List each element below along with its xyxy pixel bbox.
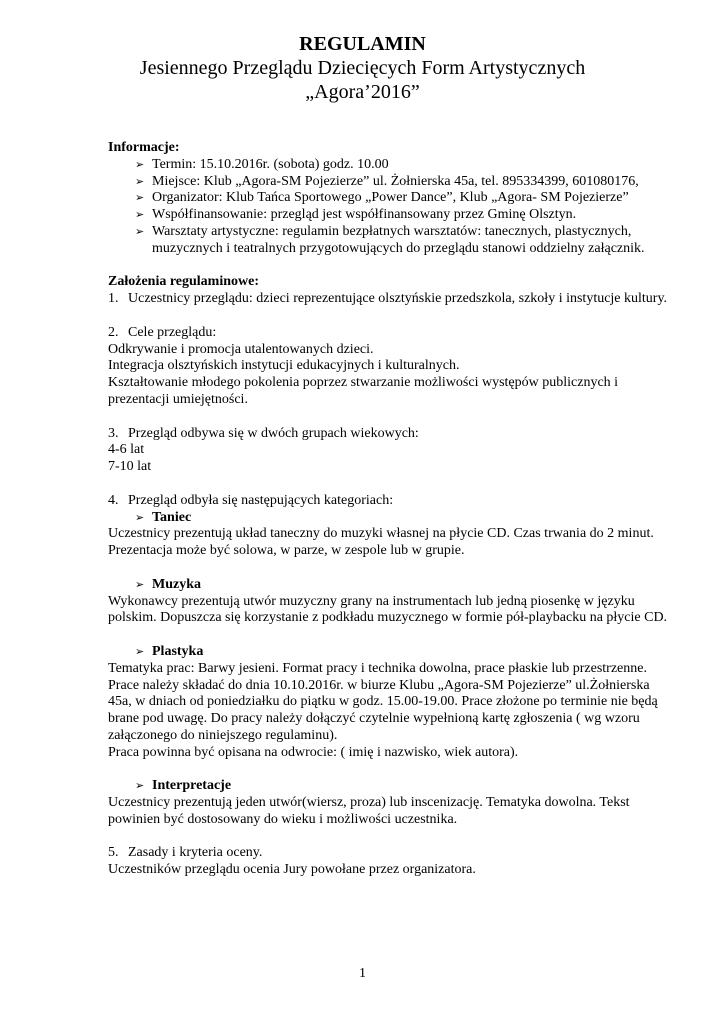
list-item-text: Warsztaty artystyczne: regulamin bezpłatnych warsztatów: tanecznych, plastycznych, muzycznych i teatralnych przygotowujących do przeglądu stanowi oddzielny załącznik. [152,223,645,256]
spacer [108,560,668,577]
goal-line: Kształtowanie młodego pokolenia poprzez stwarzanie możliwości występów publicznych i prezentacji umiejętności. [108,375,619,407]
point-1 [108,291,668,308]
point-text: Cele przeglądu: [128,324,217,340]
point-text: Zasady i kryteria oceny. [128,845,263,861]
zalozenia-heading: Założenia regulaminowe: [108,274,260,290]
document-header [0,32,725,104]
point-text: Uczestnicy przeglądu: dzieci reprezentujące olsztyńskie przedszkola, szkoły i instytucje kultury. [128,291,668,307]
category-muzyka-text: Wykonawcy prezentują utwór muzyczny grany na instrumentach lub jedną piosenkę w języku polskim. Dopuszcza się korzystanie z podkładu muzycznego w formie pół-playbacku na płycie CD. [108,593,668,626]
document-subtitle-line2: „Agora’2016” [305,81,420,103]
goal-line: Odkrywanie i promocja utalentowanych dzieci. [108,341,374,357]
category-plastyka-text: Tematyka prac: Barwy jesieni. Format pracy i technika dowolna, prace płaskie lub przestrzenne. [108,660,647,676]
category-plastyka-text: Prace należy składać do dnia 10.10.2016r. w biurze Klubu „Agora-SM Pojezierze” ul.Żołnierska 45a, w dniach od poniedziałku do piątku w godz. 15.00-19.00. Prace złożone po terminie nie będą brane pod uwagę. Do pracy należy dołączyć czytelnie wypełnioną kartę zgłoszenia ( wg wzoru załączonego do niniejszego regulaminu). [108,677,658,743]
arrow-bullet-icon: ➢ [135,225,145,238]
category-taniec-text: Uczestnicy prezentują układ taneczny do muzyki własnej na płycie CD. Czas trwania do 2 minut. Prezentacja może być solowa, w parze, w zespole lub w grupie. [108,526,654,559]
info-item-miejsce [108,174,668,191]
category-interpretacje [108,778,668,795]
point-5 [108,845,668,862]
category-interpretacje-text: Uczestnicy prezentują jeden utwór(wiersz, proza) lub inscenizację. Tematyka dowolna. Tekst powinien być dostosowany do wieku i możliwości uczestnika. [108,795,630,827]
point-3 [108,426,668,443]
info-item-termin [108,157,668,174]
point-text: Przegląd odbyła się następujących kategoriach: [128,492,394,508]
spacer [108,409,668,426]
list-item-text: Współfinansowanie: przegląd jest współfinansowany przez Gminę Olsztyn. [152,207,577,223]
point-number: 4. [108,492,119,508]
arrow-bullet-icon: ➢ [135,209,145,222]
info-item-warsztaty [108,224,668,258]
arrow-bullet-icon: ➢ [135,158,145,171]
spacer [108,258,668,275]
info-heading: Informacje: [108,140,180,155]
point-number: 2. [108,324,119,340]
arrow-bullet-icon: ➢ [135,511,145,524]
point-4 [108,493,668,510]
info-item-wspolfinansowanie [108,207,668,224]
list-item-text: Miejsce: Klub „Agora-SM Pojezierze” ul. Żołnierska 45a, tel. 895334399, 601080176, [152,173,639,189]
spacer [108,627,668,644]
spacer [108,761,668,778]
jury-line: Uczestników przeglądu ocenia Jury powołane przez organizatora. [108,862,476,878]
list-item-text: Organizator: Klub Tańca Sportowego „Power Dance”, Klub „Agora- SM Pojezierze” [152,190,629,206]
document-subtitle-line1: Jesiennego Przeglądu Dziecięcych Form Artystycznych [139,57,586,79]
point-number: 5. [108,845,119,861]
category-label: Plastyka [152,643,204,659]
category-muzyka [108,577,668,594]
goal-line: Integracja olsztyńskich instytucji edukacyjnych i kulturalnych. [108,358,460,374]
category-taniec [108,510,668,527]
arrow-bullet-icon: ➢ [135,578,145,591]
point-number: 1. [108,291,119,307]
point-2 [108,325,668,342]
category-label: Interpretacje [152,778,232,794]
spacer [108,829,668,846]
arrow-bullet-icon: ➢ [135,645,145,658]
page-number: 1 [359,966,366,981]
info-list [108,157,668,258]
age-group-line: 4-6 lat [108,442,145,458]
info-item-organizator [108,190,668,207]
arrow-bullet-icon: ➢ [135,175,145,188]
spacer [108,476,668,493]
age-group-line: 7-10 lat [108,459,152,475]
arrow-bullet-icon: ➢ [135,780,145,793]
arrow-bullet-icon: ➢ [135,192,145,205]
category-label: Muzyka [152,576,201,592]
point-number: 3. [108,425,119,441]
document-body [108,140,668,879]
list-item-text: Termin: 15.10.2016r. (sobota) godz. 10.00 [152,156,389,172]
category-plastyka [108,644,668,661]
category-label: Taniec [152,509,192,525]
document-title: REGULAMIN [299,33,426,55]
point-text: Przegląd odbywa się w dwóch grupach wiekowych: [128,425,419,441]
category-plastyka-text: Praca powinna być opisana na odwrocie: ( imię i nazwisko, wiek autora). [108,744,519,760]
spacer [108,308,668,325]
